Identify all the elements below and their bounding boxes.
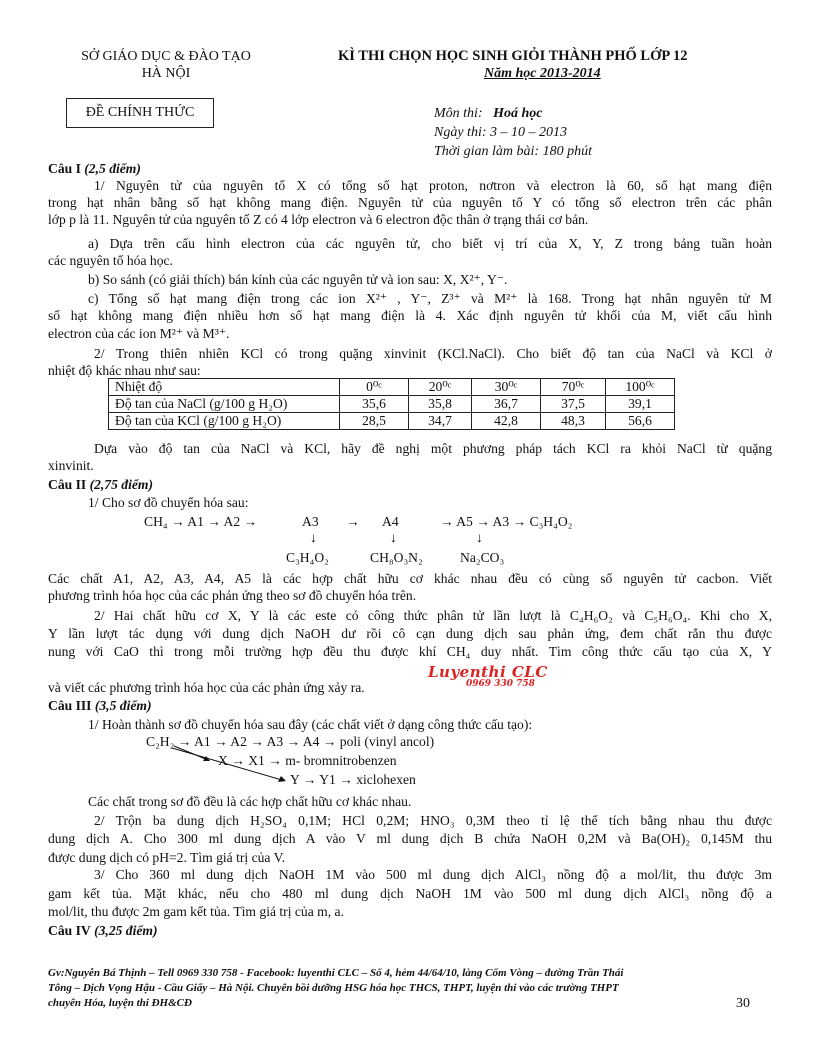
scheme-line-2: X → X1 → m- bromnitrobenzen bbox=[218, 753, 397, 768]
table-header-cell: 100⁰ᶜ bbox=[606, 379, 675, 396]
table-cell: 39,1 bbox=[606, 396, 675, 413]
q3-points: (3,5 điểm) bbox=[94, 698, 152, 713]
scheme-product-3: Na₂CO₃ bbox=[460, 550, 505, 565]
department-name bbox=[56, 48, 276, 82]
table-cell: 28,5 bbox=[340, 413, 409, 430]
subject-value: Hoá học bbox=[493, 106, 543, 121]
scheme-product-1: C₃H₄O₂ bbox=[286, 550, 329, 565]
q3-scheme bbox=[0, 734, 828, 790]
department-line1: SỞ GIÁO DỤC & ĐÀO TẠO bbox=[81, 49, 251, 64]
footer-line3: chuyên Hóa, luyện thi ĐH&CĐ bbox=[48, 997, 192, 1009]
down-arrow-icon: ↓ bbox=[310, 530, 317, 545]
q2-p1: 1/ Cho sơ đồ chuyển hóa sau: bbox=[88, 495, 249, 510]
footer-line2: Tông – Dịch Vọng Hậu - Cầu Giấy – Hà Nội. Chuyên bồi dưỡng HSG hóa học THCS, THPT, luyện thi vào các trường THPT bbox=[48, 982, 619, 994]
q2-p2-line2: Y lần lượt tác dụng với dung dịch NaOH dư rồi cô cạn dung dịch sau phản ứng, đem chất rắn thu được bbox=[48, 626, 772, 641]
q3-p3-line3: mol/lit, thu được 2m gam kết tủa. Tìm giá trị của m, a. bbox=[48, 904, 344, 919]
luyenthi-logo bbox=[428, 663, 548, 689]
scheme-line-1: C₂H₂ → A1 → A2 → A3 → A4 → poli (vinyl ancol) bbox=[146, 734, 435, 749]
official-exam-box bbox=[66, 98, 214, 128]
q1-c-line2: số hạt không mang điện nhiều hơn số hạt mang điện là 4. Xác định nguyên tử khối của M, viết cấu hình bbox=[48, 308, 772, 323]
q3-title: Câu III bbox=[48, 698, 92, 713]
q2-desc-line1: Các chất A1, A2, A3, A4, A5 là các hợp chất hữu cơ khác nhau đều có cùng số nguyên tử cacbon. Viết bbox=[48, 571, 772, 586]
exam-duration: Thời gian làm bài: 180 phút bbox=[434, 144, 592, 159]
q3-p1: 1/ Hoàn thành sơ đồ chuyển hóa sau đây (các chất viết ở dạng công thức cấu tạo): bbox=[88, 717, 533, 732]
q1-b-line1: b) So sánh (có giải thích) bán kính của các nguyên tử và ion sau: X, X²⁺, Y⁻. bbox=[88, 272, 508, 287]
q2-title: Câu II bbox=[48, 477, 87, 492]
table-row bbox=[109, 396, 675, 413]
q3-p2-line3: được dung dịch có pH=2. Tìm giá trị của V. bbox=[48, 850, 286, 865]
school-year: Năm học 2013-2014 bbox=[484, 66, 601, 81]
table-header-cell: 0⁰ᶜ bbox=[340, 379, 409, 396]
q3-p2-line2: dung dịch A. Cho 300 ml dung dịch A vào V ml dung dịch B chứa NaOH 0,2M và Ba(OH)₂ 0,145M thu bbox=[48, 831, 772, 846]
q3-p3-line1: 3/ Cho 360 ml dung dịch NaOH 1M vào 500 ml dung dịch AlCl₃ nồng độ a mol/lit, thu được 3m bbox=[94, 867, 772, 882]
q1-p1-line1: 1/ Nguyên tử của nguyên tố X có tổng số hạt proton, nơtron và electron là 60, số hạt mang điện bbox=[94, 178, 772, 193]
table-cell: 42,8 bbox=[472, 413, 541, 430]
scheme-a3: A3 bbox=[302, 514, 319, 529]
q3-heading bbox=[48, 697, 772, 714]
q2-p2-line3: nung với CaO thì trong mỗi trường hợp đều thu được khí CH₄ duy nhất. Tìm công thức cấu tạo của X, Y bbox=[48, 644, 772, 659]
down-arrow-icon: ↓ bbox=[390, 530, 397, 545]
table-cell: 34,7 bbox=[409, 413, 472, 430]
solubility-table bbox=[108, 378, 675, 430]
page-number: 30 bbox=[736, 996, 750, 1011]
q2-heading bbox=[48, 476, 772, 493]
footer-line1: Gv:Nguyễn Bá Thịnh – Tell 0969 330 758 - Facebook: luyenthi CLC – Số 4, hẻm 44/64/10, làng Cốm Vòng – đường Trần Thái bbox=[48, 967, 624, 979]
q1-after-line2: xinvinit. bbox=[48, 458, 94, 473]
q1-p2-line2: nhiệt độ khác nhau như sau: bbox=[48, 363, 201, 378]
q1-heading bbox=[48, 160, 772, 177]
q1-c-line1: c) Tổng số hạt mang điện trong các ion X²⁺ , Y⁻, Z³⁺ và M²⁺ là 168. Trong hạt nhân nguyên tử M bbox=[88, 291, 772, 306]
scheme-start: CH₄ → A1 → A2 → bbox=[144, 514, 258, 529]
table-cell: 36,7 bbox=[472, 396, 541, 413]
scheme-line-3: Y → Y1 → xiclohexen bbox=[290, 772, 416, 787]
branch-arrow-x bbox=[174, 746, 208, 760]
scheme-arrow: → bbox=[346, 514, 360, 529]
table-header-cell: 20⁰ᶜ bbox=[409, 379, 472, 396]
table-cell: 56,6 bbox=[606, 413, 675, 430]
exam-info bbox=[434, 104, 592, 161]
table-header-row bbox=[109, 379, 675, 396]
table-cell: Độ tan của NaCl (g/100 g H₂O) bbox=[109, 396, 340, 413]
logo-name: Luyenthi CLC bbox=[428, 663, 548, 681]
table-cell: Độ tan của KCl (g/100 g H₂O) bbox=[109, 413, 340, 430]
q1-p1-line3: lớp p là 11. Nguyên tử của nguyên tố Z có 4 lớp electron và 6 electron độc thân ở trạng thái cơ bản. bbox=[48, 212, 589, 227]
q4-heading bbox=[48, 922, 772, 939]
q2-points: (2,75 điểm) bbox=[89, 477, 153, 492]
exam-title: KÌ THI CHỌN HỌC SINH GIỎI THÀNH PHỐ LỚP 12 bbox=[338, 48, 688, 64]
footer bbox=[48, 966, 738, 1011]
official-exam-label: ĐỀ CHÍNH THỨC bbox=[85, 105, 195, 120]
q1-points: (2,5 điểm) bbox=[84, 161, 141, 176]
q1-a-line2: các nguyên tố hóa học. bbox=[48, 253, 173, 268]
q3-note: Các chất trong sơ đồ đều là các hợp chất hữu cơ khác nhau. bbox=[88, 794, 412, 809]
scheme-a4: A4 bbox=[382, 514, 399, 529]
q2-scheme bbox=[0, 514, 828, 568]
scheme-end: → A5 → A3 → C₃H₄O₂ bbox=[440, 514, 573, 529]
subject-label: Môn thi: bbox=[434, 106, 483, 121]
q3-p2-line1: 2/ Trộn ba dung dịch H₂SO₄ 0,1M; HCl 0,2M; HNO₃ 0,3M theo tỉ lệ thể tích bằng nhau thu được bbox=[94, 813, 772, 828]
table-header-cell: 70⁰ᶜ bbox=[541, 379, 606, 396]
down-arrow-icon: ↓ bbox=[476, 530, 483, 545]
table-header-cell: 30⁰ᶜ bbox=[472, 379, 541, 396]
q1-p1-line2: trong hạt nhân bằng số hạt không mang điện. Nguyên tử của nguyên tố Y có tổng số electron trên các phân bbox=[48, 195, 772, 210]
table-cell: 37,5 bbox=[541, 396, 606, 413]
q4-title: Câu IV bbox=[48, 923, 91, 938]
exam-date: Ngày thi: 3 – 10 – 2013 bbox=[434, 125, 567, 140]
table-cell: 48,3 bbox=[541, 413, 606, 430]
q1-title: Câu I bbox=[48, 161, 81, 176]
logo-phone: 0969 330 758 bbox=[466, 679, 535, 689]
table-cell: 35,6 bbox=[340, 396, 409, 413]
scheme-product-2: CH₈O₃N₂ bbox=[370, 550, 423, 565]
q2-desc-line2: phương trình hóa học của các phản ứng theo sơ đồ chuyển hóa trên. bbox=[48, 588, 417, 603]
q2-p2-line1: 2/ Hai chất hữu cơ X, Y là các este có công thức phân tử lần lượt là C₄H₆O₂ và C₅H₆O₄. Khi cho X, bbox=[94, 608, 772, 623]
q2-p2-line4: và viết các phương trình hóa học của các phản ứng xảy ra. bbox=[48, 680, 365, 695]
table-cell: 35,8 bbox=[409, 396, 472, 413]
q1-p2-line1: 2/ Trong thiên nhiên KCl có trong quặng xinvinit (KCl.NaCl). Cho biết độ tan của NaCl và KCl ở bbox=[94, 346, 772, 361]
q1-a-line1: a) Dựa trên cấu hình electron của các nguyên tử, cho biết vị trí của X, Y, Z trong bảng tuần hoàn bbox=[88, 236, 772, 251]
table-header-cell: Nhiệt độ bbox=[109, 379, 340, 396]
q1-after-line1: Dựa vào độ tan của NaCl và KCl, hãy đề nghị một phương pháp tách KCl ra khỏi NaCl từ quặng bbox=[94, 441, 772, 456]
department-line2: HÀ NỘI bbox=[141, 66, 191, 81]
q3-p3-line2: gam kết tủa. Mặt khác, nếu cho 480 ml dung dịch NaOH 1M vào 500 ml dung dịch AlCl₃ nồng độ a bbox=[48, 886, 772, 901]
q1-c-line3: electron của các ion M²⁺ và M³⁺. bbox=[48, 326, 230, 341]
q4-points: (3,25 điểm) bbox=[94, 923, 158, 938]
table-row bbox=[109, 413, 675, 430]
